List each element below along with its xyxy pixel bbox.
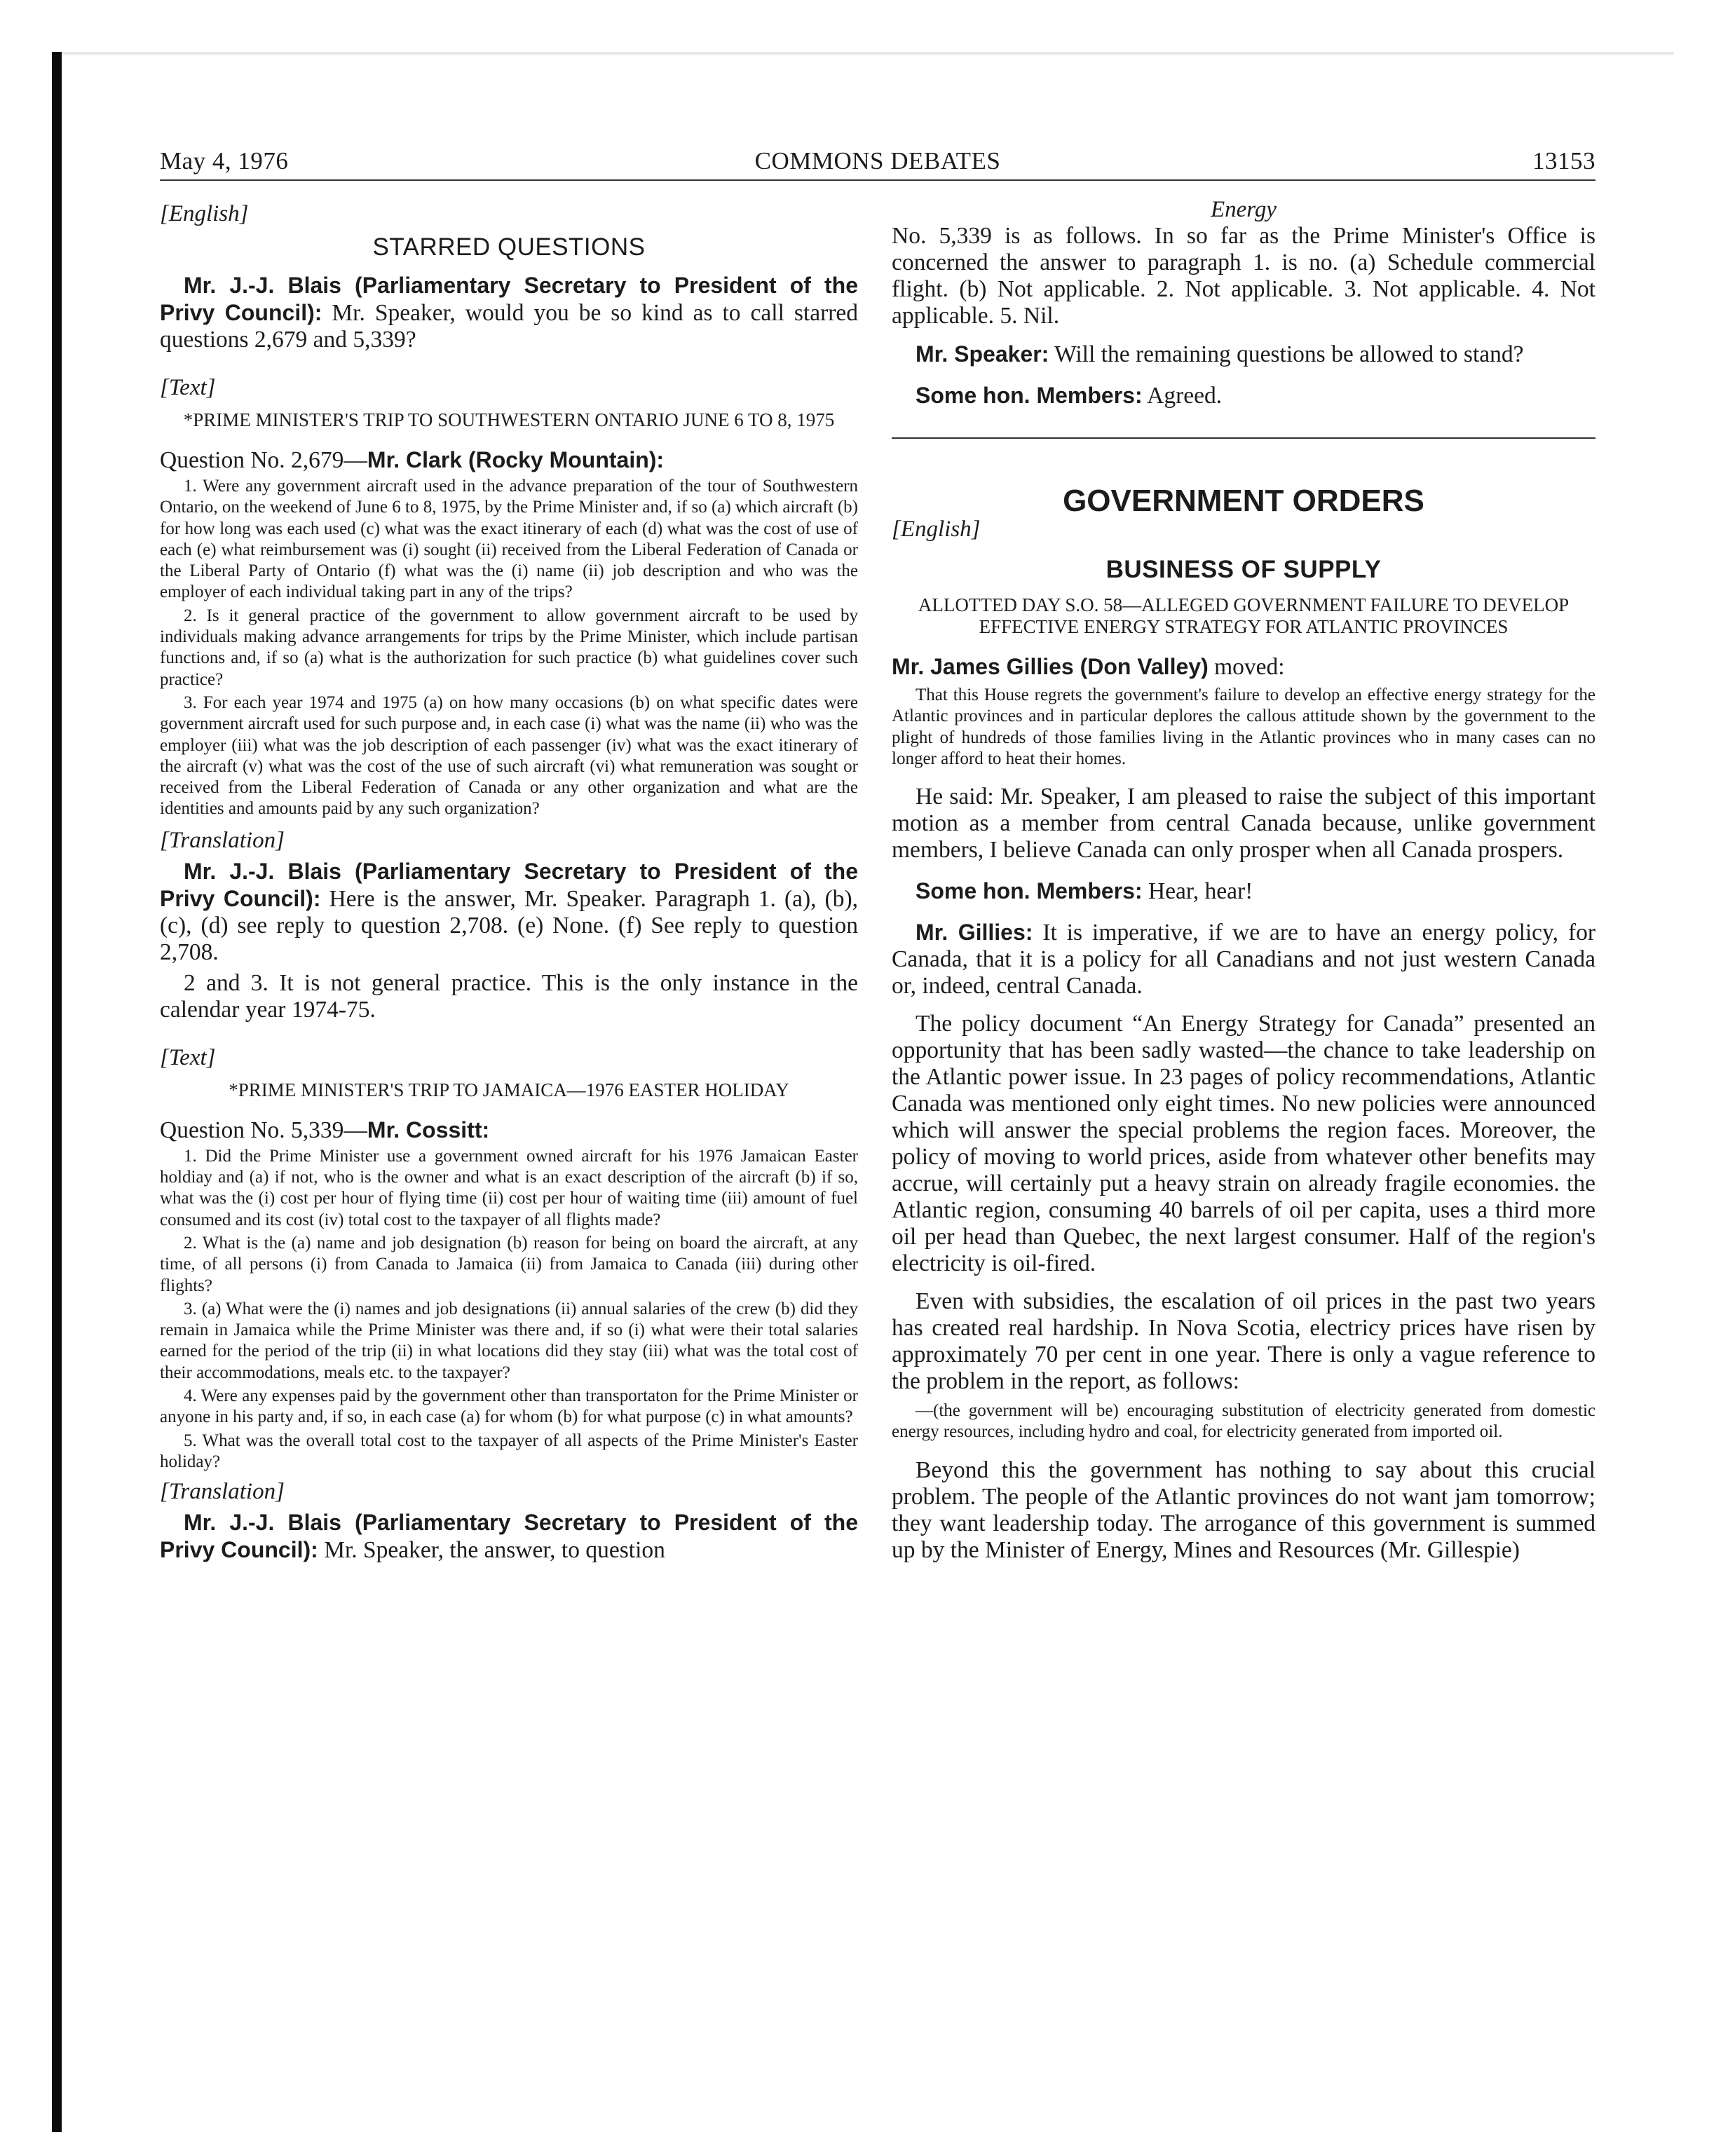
speech-blais-2: [160, 858, 858, 966]
question-header-5339: [160, 1117, 858, 1144]
speech-members-agreed: [892, 382, 1595, 409]
paragraph-beyond-this: Beyond this the government has nothing to say about this crucial problem. The people of the Atlantic provinces do not want jam tomorrow; they want leadership today. The arrogance of this government is summed up by the Minister of Energy, Mines and Resources (Mr. Gillespie): [892, 1456, 1595, 1563]
language-tag-english: [English]: [892, 517, 981, 542]
question-item: 2. Is it general practice of the government to allow government aircraft to be used by individuals making advance arrangements for trips by the Prime Minister, which include partisan functions and, if so (a) what is the authorization for such practice (b) what guidelines cover such practice?: [160, 606, 858, 689]
speech-text: Hear, hear!: [1142, 878, 1253, 905]
speech-text: Mr. Speaker, would you be so kind as to call starred questions 2,679 and 5,339?: [160, 300, 858, 353]
speaker-name: Mr. Gillies:: [916, 920, 1033, 946]
question-title-jamaica-trip: *PRIME MINISTER'S TRIP TO JAMAICA—1976 EASTER HOLIDAY: [229, 1079, 789, 1100]
question-number: Question No. 2,679—: [160, 447, 367, 473]
speech-members-hear-hear: [892, 878, 1595, 905]
question-header-2679: [160, 446, 858, 474]
speech-gillies: [892, 919, 1595, 999]
paragraph-policy-document: The policy document “An Energy Strategy for Canada” presented an opportunity that has been sadly wasted—the chance to take leadership on the Atlantic power issue. In 23 pages of policy recommendations, Atlantic Canada was mentioned only eight times. No new policies were announced which will answer the special problems the region faces. Moreover, the policy of moving to world prices, aside from whatever other benefits may accrue, will certainly put a heavy strain on already fragile economies. the Atlantic region, consuming 40 barrels of oil per capita, uses a third more oil per head than Quebec, the next largest consumer. Half of the region's electricity is oil-fired.: [892, 1011, 1595, 1277]
right-column: [892, 192, 1595, 1564]
question-item: 1. Did the Prime Minister use a government owned aircraft for his 1976 Jamaican Easter holdiay and (a) if not, who is the owner and what is an exact description of the aircraft (b) if so, what was the (i) cost per hour of flying time (ii) cost per hour of waiting time (iii) amount of fuel consumed and its cost (iv) total cost to the taxpayer of all flights made?: [160, 1146, 858, 1229]
speaker-name: Mr. James Gillies (Don Valley): [892, 654, 1209, 679]
scan-edge: [52, 52, 62, 2132]
speech-text: Mr. Speaker, the answer, to question: [318, 1537, 665, 1564]
question-item: 4. Were any expenses paid by the government other than transportaton for the Prime Minister or anyone in his party and, if so, in each case (a) for whom (b) for what purpose (c) in what amounts?: [160, 1386, 858, 1427]
speech-blais-3: [160, 1509, 858, 1564]
section-heading-starred-questions: STARRED QUESTIONS: [372, 233, 646, 261]
motion-text: That this House regrets the government's failure to develop an effective energy strategy for the Atlantic provinces and in particular deplores the callous attitude shown by the government to the plight of hundreds of those families living in the Atlantic provinces who in many cases can no longer afford to heat their homes.: [892, 685, 1595, 768]
speech-he-said: He said: Mr. Speaker, I am pleased to raise the subject of this important motion as a member from central Canada because, unlike government members, I believe Canada can only prosper when all Canada prospers.: [892, 784, 1595, 864]
speech-text: moved:: [1208, 654, 1285, 680]
language-tag-english: [English]: [160, 201, 249, 226]
question-item: 5. What was the overall total cost to the taxpayer of all aspects of the Prime Minister's Easter holiday?: [160, 1431, 858, 1471]
speech-blais-1: [160, 272, 858, 353]
speech-text: Agreed.: [1142, 383, 1223, 409]
speech-text: Here is the answer, Mr. Speaker. Paragraph 1. (a), (b), (c), (d) see reply to question 2,708. (e) None. (f) See reply to question 2,708.: [160, 885, 858, 965]
section-heading-business-of-supply: BUSINESS OF SUPPLY: [1105, 556, 1382, 583]
speaker-name: Mr. J.-J. Blais (Parliamentary Secretary to President of the Privy Council):: [160, 858, 858, 911]
page-number: 13153: [1532, 147, 1595, 175]
speaker-name: Mr. Speaker:: [916, 341, 1049, 367]
question-number: Question No. 5,339—: [160, 1117, 367, 1143]
speaker-name: Some hon. Members:: [916, 383, 1143, 408]
scan-top-edge: [62, 52, 1674, 55]
page: [160, 140, 1595, 2103]
header-title: COMMONS DEBATES: [754, 147, 1001, 175]
tag-translation-2: [Translation]: [160, 1479, 285, 1505]
question-item: 1. Were any government aircraft used in the advance preparation of the tour of Southwestern Ontario, on the weekend of June 6 to 8, 1975, by the Prime Minister and, if so (a) which aircraft (b) for how long was each used (c) what was the exact itinerary of each (d) what was the cost of use of each (e) what reimbursement was (i) sought (ii) received from the Liberal Federation of Canada or the Liberal Party of Ontario (f) what was the (i) name (ii) job description and who was the employer of each individual taking part in any of the trips?: [160, 477, 858, 602]
motion-mover: [892, 653, 1595, 681]
block-quote: —(the government will be) encouraging substitution of electricity generated from domestic energy resources, including hydro and coal, for electricity generated from imported oil.: [892, 1401, 1595, 1442]
paragraph-subsidies: Even with subsidies, the escalation of oil prices in the past two years has created real hardship. In Nova Scotia, electricy prices have risen by approximately 70 per cent in one year. There is only a vague reference to the problem in the report, as follows:: [892, 1288, 1595, 1395]
left-column: [160, 192, 858, 1564]
header-date: May 4, 1976: [160, 147, 289, 175]
member-name: Mr. Clark (Rocky Mountain):: [367, 447, 665, 472]
section-heading-government-orders: GOVERNMENT ORDERS: [1063, 484, 1424, 518]
speech-speaker: [892, 341, 1595, 368]
tag-text-1: [Text]: [160, 375, 216, 400]
speaker-name: Mr. J.-J. Blais (Parliamentary Secretary to President of the Privy Council):: [160, 1510, 858, 1563]
tag-translation-1: [Translation]: [160, 827, 285, 853]
question-item: 2. What is the (a) name and job designation (b) reason for being on board the aircraft, at any time, of all persons (i) from Canada to Jamaica (ii) from Jamaica to Canada (iii) during other flights?: [160, 1233, 858, 1295]
allotted-day-title: ALLOTTED DAY S.O. 58—ALLEGED GOVERNMENT FAILURE TO DEVELOP EFFECTIVE ENERGY STRATEGY FOR ATLANTIC PROVINCES: [918, 594, 1570, 637]
question-item: 3. For each year 1974 and 1975 (a) on how many occasions (b) on what specific dates were government aircraft used for such purpose and, in each case (i) what was the name (ii) who was the employer (iii) what was the job description of each passenger (iv) what was the exact itinerary of the aircraft (v) what was the cost of the use of such aircraft (vi) what remuneration was sought or received from the Liberal Federation of Canada or any other organization and what are the identities and amounts paid by any such organization?: [160, 692, 858, 819]
speech-text: It is imperative, if we are to have an energy policy, for Canada, that it is a policy for all Canadians and not just western Canada or, indeed, central Canada.: [892, 920, 1596, 999]
section-divider: [892, 437, 1595, 439]
question-title-ontario-trip: *PRIME MINISTER'S TRIP TO SOUTHWESTERN ONTARIO JUNE 6 TO 8, 1975: [183, 409, 835, 430]
speech-text: Will the remaining questions be allowed to stand?: [1049, 341, 1524, 367]
subject-label-energy: Energy: [1210, 197, 1277, 222]
speaker-name: Some hon. Members:: [916, 878, 1143, 904]
speaker-name: Mr. J.-J. Blais (Parliamentary Secretary to President of the Privy Council):: [160, 273, 858, 325]
answer-continued: No. 5,339 is as follows. In so far as the Prime Minister's Office is concerned the answer to paragraph 1. is no. (a) Schedule commercial flight. (b) Not applicable. 2. Not applicable. 3. Not applicable. 4. Not applicable. 5. Nil.: [892, 223, 1595, 329]
running-header: [160, 140, 1595, 181]
speech-blais-2-continued: 2 and 3. It is not general practice. This is the only instance in the calendar year 1974-75.: [160, 969, 858, 1023]
question-item: 3. (a) What were the (i) names and job designations (ii) annual salaries of the crew (b) did they remain in Jamaica while the Prime Minister was there and, if so (i) what were their total salaries earned for the period of the trip (ii) in what locations did they stay (iii) what was the total cost of their accommodations, meals etc. to the taxpayer?: [160, 1299, 858, 1382]
tag-text-2: [Text]: [160, 1044, 216, 1070]
member-name: Mr. Cossitt:: [367, 1117, 490, 1142]
